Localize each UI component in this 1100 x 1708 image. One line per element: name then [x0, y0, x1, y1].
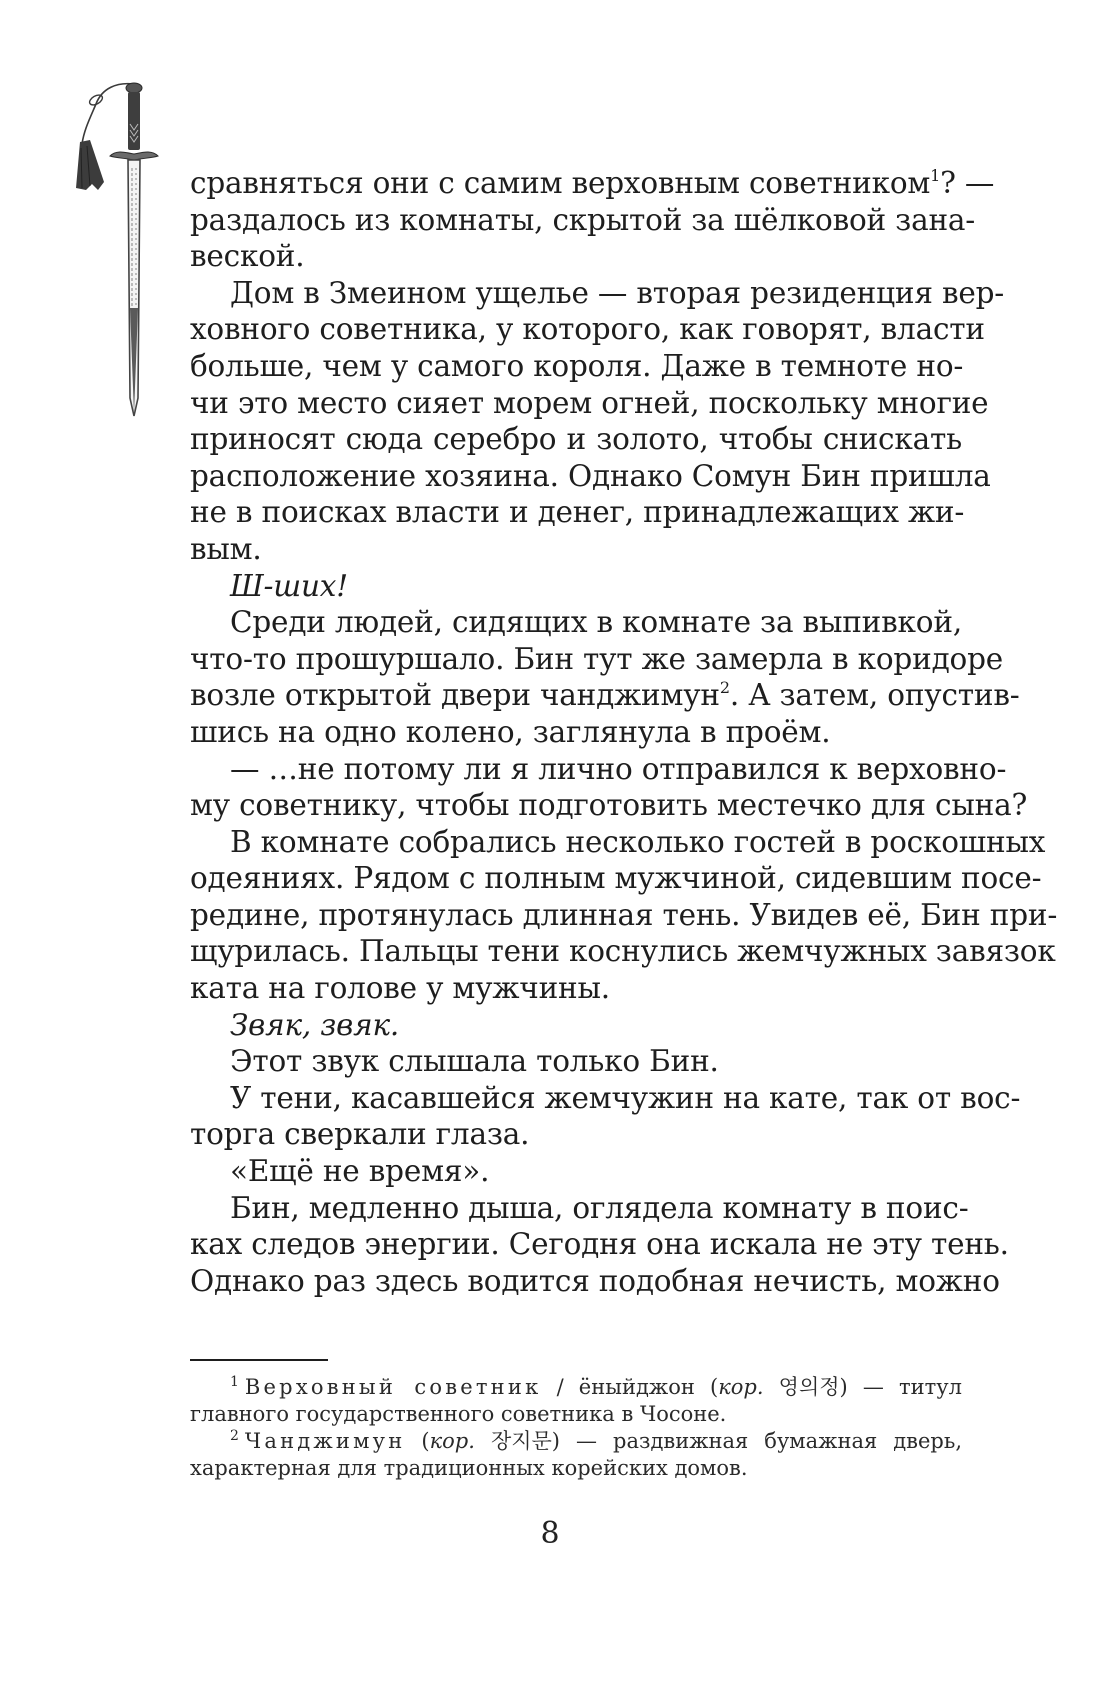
- footnote-ref-2[interactable]: 2: [719, 678, 730, 698]
- text-line: приносят сюда серебро и золото, чтобы снискать: [190, 422, 962, 457]
- text-line: «Ещё не время».: [230, 1154, 490, 1189]
- text-line: торга сверкали глаза.: [190, 1117, 530, 1152]
- text-line: сравняться они с самим верховным советником$^1$? —: [190, 166, 995, 200]
- text-line: ката на голове у мужчины.: [190, 971, 610, 1006]
- footnote-2: $^2$ Чанджимун (кор. 장지문) — раздвижная бумажная дверь,: [230, 1428, 962, 1453]
- text-line: что-то прошуршало. Бин тут же замерла в коридоре: [190, 641, 1004, 676]
- footnote-1: $^1$ Верховный советник / ёныйджон (кор. 영의정) — титул: [230, 1374, 962, 1399]
- text-line: В комнате собрались несколько гостей в роскошных: [230, 824, 1046, 859]
- text-line: Этот звук слышала только Бин.: [230, 1044, 719, 1079]
- text-line: больше, чем у самого короля. Даже в темноте но-: [190, 348, 964, 383]
- text-line: шись на одно колено, заглянула в проём.: [190, 714, 831, 749]
- text-line: — …не потому ли я лично отправился к верховно-: [230, 751, 1007, 786]
- text-line-italic: Ш-ших!: [230, 568, 348, 603]
- text-line: Среди людей, сидящих в комнате за выпивкой,: [230, 605, 962, 640]
- text-line: не в поисках власти и денег, принадлежащих жи-: [190, 495, 965, 530]
- text-line: возле открытой двери чанджимун$^2$. А затем, опустив-: [190, 678, 1020, 713]
- text-line: Дом в Змеином ущелье — вторая резиденция вер-: [230, 275, 1005, 310]
- text-line: вым.: [190, 531, 262, 566]
- text-line-italic: Звяк, звяк.: [230, 1007, 400, 1042]
- text-line: одеяниях. Рядом с полным мужчиной, сидевшим посе-: [190, 861, 1042, 896]
- text-line: редине, протянулась длинная тень. Увидев её, Бин при-: [190, 897, 1058, 932]
- text-line: ках следов энергии. Сегодня она искала не эту тень.: [190, 1227, 1009, 1262]
- text-line: веской.: [190, 239, 305, 274]
- text-line: щурилась. Пальцы тени коснулись жемчужных завязок: [190, 934, 1056, 969]
- footnote-2-line-2: характерная для традиционных корейских домов.: [190, 1456, 748, 1480]
- text-line: раздалось из комнаты, скрытой за шёлковой зана-: [190, 202, 976, 237]
- text-line: чи это место сияет морем огней, поскольку многие: [190, 385, 989, 420]
- footnote-number: 1: [230, 1374, 239, 1390]
- page-number: 8: [540, 1516, 560, 1551]
- text-line: У тени, касавшейся жемчужин на кате, так от вос-: [230, 1080, 1021, 1115]
- footnotes: [190, 1374, 962, 1482]
- footnote-1-line-2: главного государственного советника в Чосоне.: [190, 1402, 727, 1426]
- footnote-separator: [190, 1359, 328, 1361]
- footnote-term: Верховный советник: [244, 1375, 542, 1399]
- text-line: му советнику, чтобы подготовить местечко для сына?: [190, 788, 1028, 823]
- text-line: Однако раз здесь водится подобная нечисть, можно: [190, 1263, 1000, 1298]
- text-line: ховного советника, у которого, как говорят, власти: [190, 312, 985, 347]
- footnote-ref-1[interactable]: 1: [930, 166, 941, 185]
- sword-with-tassel-icon: [72, 78, 182, 418]
- text-line: расположение хозяина. Однако Сомун Бин пришла: [190, 458, 991, 493]
- main-text: [190, 165, 1058, 1299]
- footnote-number: 2: [230, 1428, 239, 1444]
- text-line: Бин, медленно дыша, оглядела комнату в поис-: [230, 1190, 969, 1225]
- footnote-term: Чанджимун: [244, 1429, 406, 1453]
